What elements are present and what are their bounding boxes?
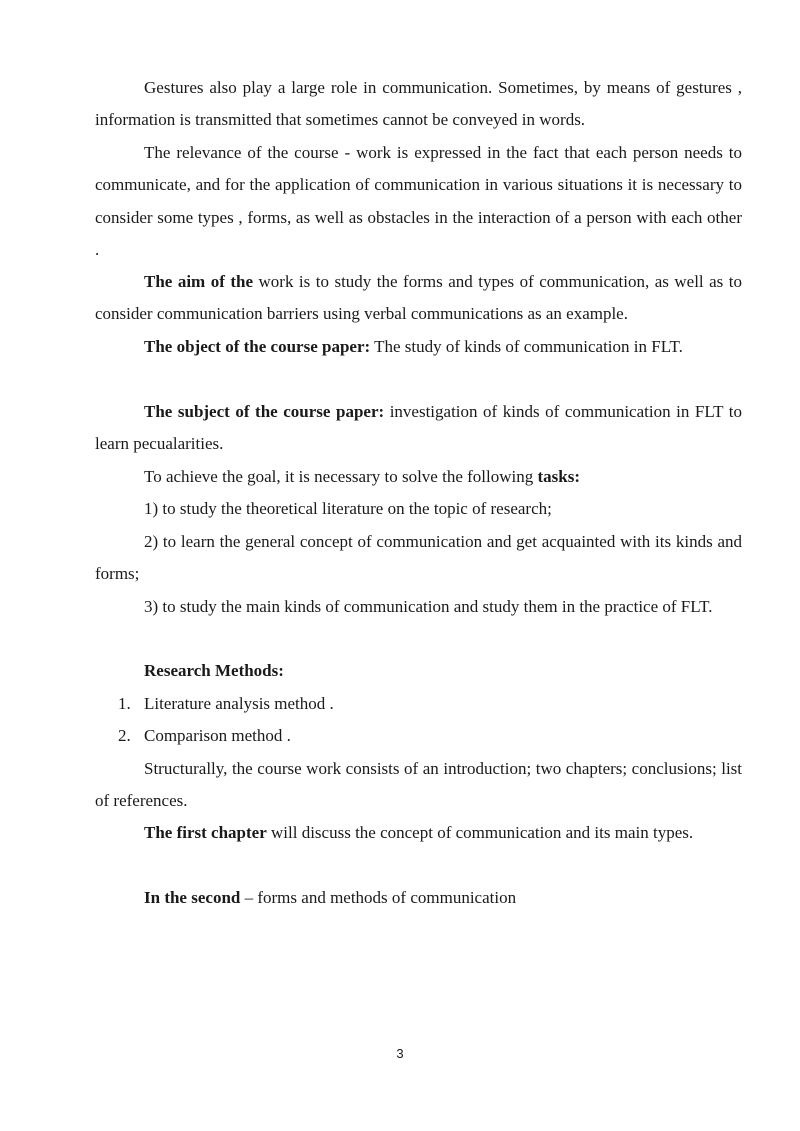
- object-label: The object of the course paper:: [144, 337, 371, 356]
- relevance-paragraph: [95, 137, 742, 267]
- task-3-text: 3) to study the main kinds of communication and study them in the practice of FLT.: [144, 597, 713, 616]
- chapter-2-label: In the second: [144, 888, 241, 907]
- gestures-paragraph: [95, 72, 742, 137]
- subject-paragraph: [95, 396, 742, 461]
- research-methods-label: Research Methods:: [144, 661, 284, 680]
- page-number: 3: [396, 1046, 404, 1061]
- tasks-label: tasks:: [537, 467, 580, 486]
- gestures-text: Gestures also play a large role in communication. Sometimes, by means of gestures , information is transmitted that sometimes cannot be conveyed in words.: [95, 78, 742, 130]
- task-3: [95, 591, 742, 623]
- goal-paragraph: [95, 461, 742, 493]
- aim-label: The aim of the: [144, 272, 254, 291]
- method-1-number: 1.: [118, 694, 131, 713]
- object-text: The study of kinds of communication in FLT.: [370, 337, 683, 356]
- relevance-text: The relevance of the course - work is expressed in the fact that each person needs to communicate, and for the application of communication in various situations it is necessary to consider some types , forms, as well as obstacles in the interaction of a person with each other .: [95, 143, 742, 260]
- chapter-1-paragraph: [95, 817, 742, 849]
- method-list-item: [118, 720, 291, 752]
- task-2: [95, 526, 742, 591]
- task-2-text: 2) to learn the general concept of communication and get acquainted with its kinds and forms;: [95, 532, 742, 584]
- task-1-text: 1) to study the theoretical literature on the topic of research;: [144, 499, 552, 518]
- subject-text: investigation of kinds of communication in FLT to learn pecualarities.: [95, 402, 742, 454]
- goal-text: To achieve the goal, it is necessary to solve the following: [144, 467, 538, 486]
- research-methods-heading: [95, 655, 742, 687]
- chapter-1-text: will discuss the concept of communication and its main types.: [266, 823, 694, 842]
- chapter-1-label: The first chapter: [144, 823, 267, 842]
- aim-text: work is to study the forms and types of communication, as well as to consider communication barriers using verbal communications as an example.: [95, 272, 742, 324]
- subject-label: The subject of the course paper:: [144, 402, 385, 421]
- structure-text: Structurally, the course work consists of an introduction; two chapters; conclusions; list of references.: [95, 759, 742, 811]
- method-1-text: Literature analysis method .: [144, 694, 334, 713]
- aim-paragraph: [95, 266, 742, 331]
- chapter-2-paragraph: [95, 882, 742, 914]
- method-2-number: 2.: [118, 726, 131, 745]
- method-2-text: Comparison method .: [144, 726, 291, 745]
- structure-paragraph: [95, 753, 742, 818]
- object-paragraph: [95, 331, 742, 363]
- task-1: [95, 493, 742, 525]
- method-list-item: [118, 688, 334, 720]
- chapter-2-text: – forms and methods of communication: [240, 888, 517, 907]
